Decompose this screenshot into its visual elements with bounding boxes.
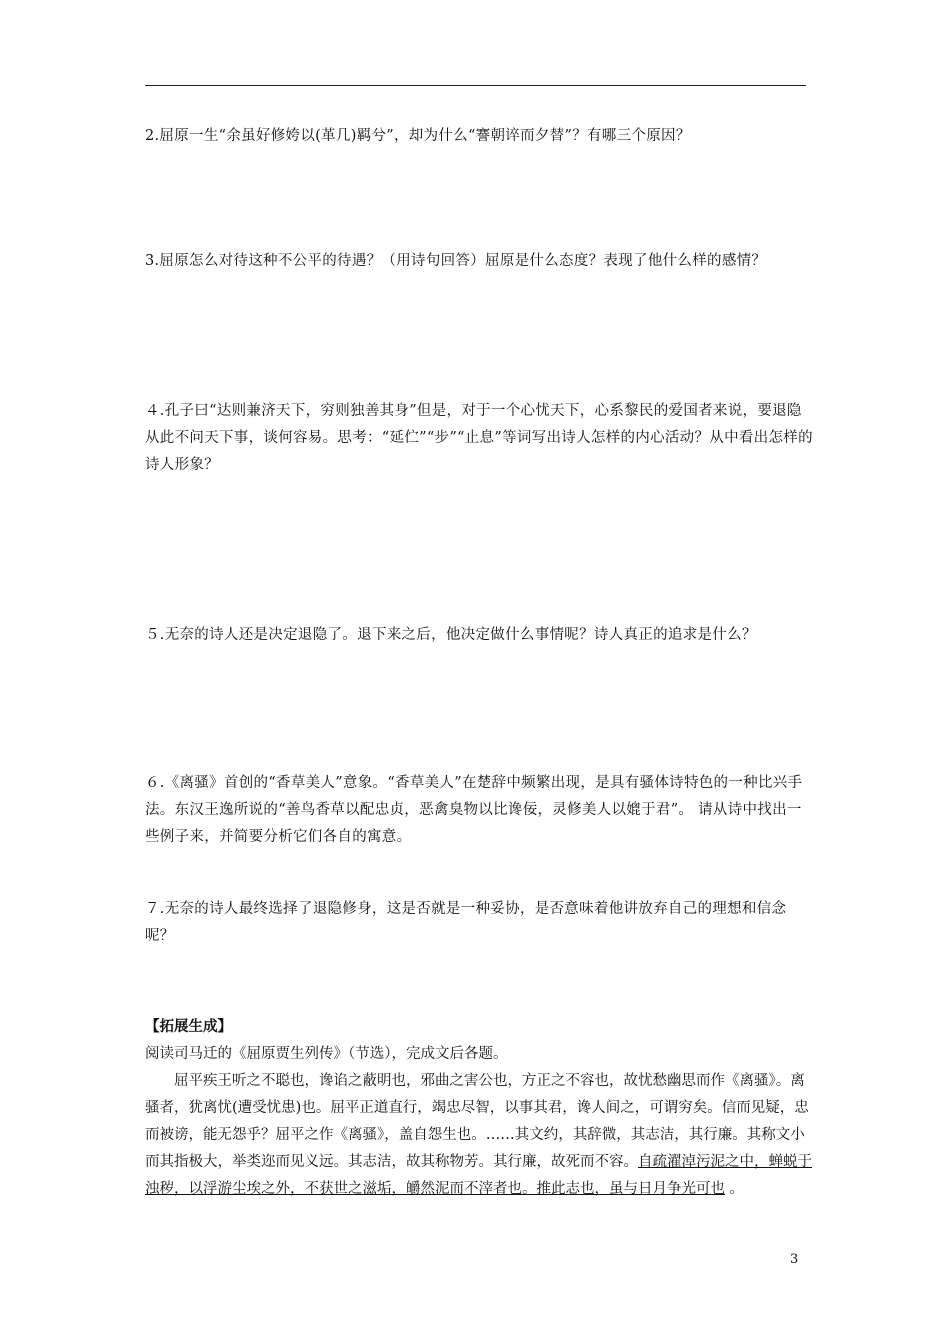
passage-underlined: 自疏濯淖污泥之中，蝉蜕于浊秽，以浮游尘埃之外，不获世之滋垢，皭然泥而不滓者也。推此志也，虽与日月争光可也	[145, 1154, 812, 1197]
header-rule	[145, 85, 806, 86]
question-4: ４.孔子曰“达则兼济天下，穷则独善其身”但是，对于一个心忧天下，心系黎民的爱国者来说，要退隐从此不问天下事，谈何容易。思考：“延伫”“步”“止息”等词写出诗人怎样的内心活动？从中看出怎样的诗人形象？	[145, 403, 813, 473]
extension-section	[145, 1014, 815, 1203]
page-number: 3	[790, 1252, 799, 1267]
question-3: 3.屈原怎么对待这种不公平的待遇？（用诗句回答）屈原是什么态度？表现了他什么样的感情？	[145, 253, 767, 269]
passage-text: 屈平疾王听之不聪也，谗谄之蔽明也，邪曲之害公也，方正之不容也，故忧愁幽思而作《离骚》。离骚者，犹离忧(遭受忧患)也。屈平正道直行，竭忠尽智，以事其君，谗人间之，可谓穷矣。信而见疑，忠而被谤，能无怨乎？屈平之作《离骚》，盖自怨生也。……其文约，其辞微，其志洁，其行廉。其称文小而其指极大，举类迩而见义远。其志洁，故其称物芳。其行廉，故死而不容。	[145, 1073, 809, 1170]
section-title: 【拓展生成】	[145, 1019, 232, 1035]
question-7: ７.无奈的诗人最终选择了退隐修身，这是否就是一种妥协，是否意味着他讲放弃自己的理想和信念呢？	[145, 901, 787, 944]
section-intro: 阅读司马迁的《屈原贾生列传》（节选），完成文后各题。	[145, 1046, 508, 1062]
question-6: ６.《离骚》首创的“香草美人”意象。“香草美人”在楚辞中频繁出现，是具有骚体诗特色的一种比兴手法。东汉王逸所说的“善鸟香草以配忠贞，恶禽臭物以比谗佞，灵修美人以媲于君”。 请从诗中找出一些例子来，并简要分析它们各自的寓意。	[145, 775, 803, 845]
question-5: ５.无奈的诗人还是决定退隐了。退下来之后，他决定做什么事情呢？诗人真正的追求是什么？	[145, 627, 757, 643]
passage	[145, 1068, 815, 1203]
passage-end: 。	[725, 1181, 745, 1197]
question-2: 2.屈原一生“余虽好修姱以(革几)羁兮”，却为什么“謇朝谇而夕替”？有哪三个原因？	[145, 128, 691, 144]
